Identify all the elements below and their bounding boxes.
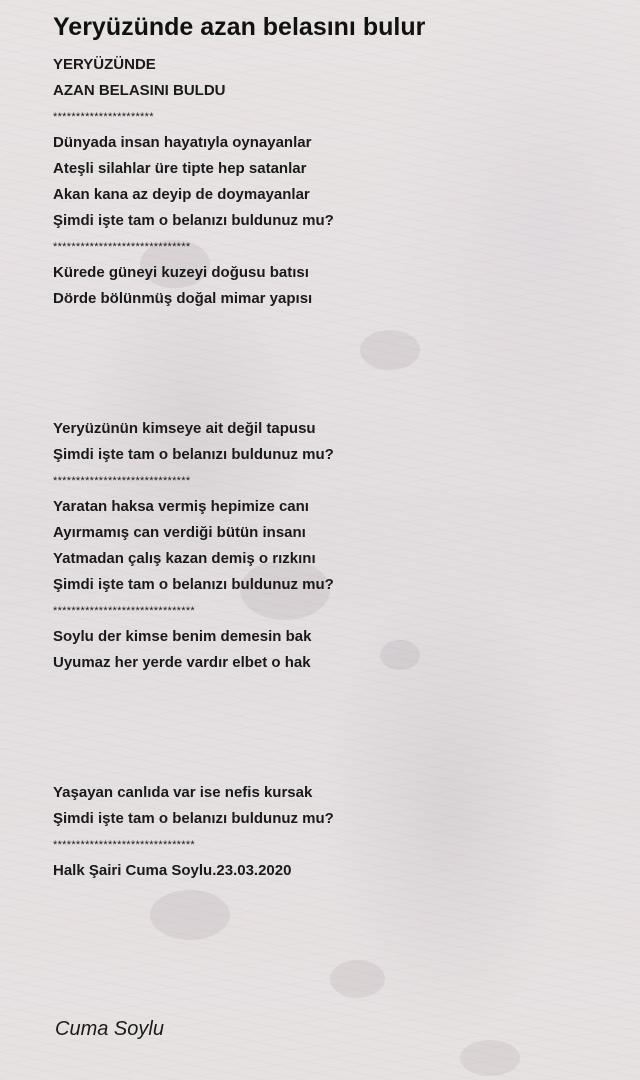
poem-line: Yaratan haksa vermiş hepimize canı (53, 498, 309, 515)
blank-line (53, 702, 613, 728)
blank-line (53, 754, 613, 780)
poem-line: Dünyada insan hayatıyla oynayanlar (53, 134, 312, 151)
poem-line: AZAN BELASINI BULDU (53, 82, 226, 99)
blank-line (53, 312, 613, 338)
poem-line: Ateşli silahlar üre tipte hep satanlar (53, 160, 307, 177)
poem-line: Ayırmamış can verdiği bütün insanı (53, 524, 306, 541)
poem-line: Yaşayan canlıda var ise nefis kursak (53, 784, 313, 801)
poem-line: Şimdi işte tam o belanızı buldunuz mu? (53, 212, 334, 229)
poem-line: Yatmadan çalış kazan demiş o rızkını (53, 550, 316, 567)
poem-line: Halk Şairi Cuma Soylu.23.03.2020 (53, 862, 292, 879)
stanza-separator: ******************************* (53, 839, 196, 851)
ink-blot (460, 1040, 520, 1076)
blank-line (53, 338, 613, 364)
author-signature: Cuma Soylu (55, 1018, 164, 1040)
poem-title: Yeryüzünde azan belasını bulur (53, 13, 426, 41)
ink-blot (330, 960, 385, 998)
poem-line: Uyumaz her yerde vardır elbet o hak (53, 654, 311, 671)
stanza-separator: ****************************** (53, 475, 191, 487)
blank-line (53, 390, 613, 416)
poem-line: Akan kana az deyip de doymayanlar (53, 186, 310, 203)
poem-body (53, 52, 613, 884)
stanza-separator: ********************** (53, 111, 154, 123)
blank-line (53, 728, 613, 754)
stanza-separator: ****************************** (53, 241, 191, 253)
poem-line: Şimdi işte tam o belanızı buldunuz mu? (53, 810, 334, 827)
stanza-separator: ******************************* (53, 605, 196, 617)
blank-line (53, 364, 613, 390)
poem-line: Soylu der kimse benim demesin bak (53, 628, 312, 645)
poem-line: Kürede güneyi kuzeyi doğusu batısı (53, 264, 309, 281)
ink-blot (150, 890, 230, 940)
poem-line: Dörde bölünmüş doğal mimar yapısı (53, 290, 313, 307)
blank-line (53, 676, 613, 702)
poem-line: Yeryüzünün kimseye ait değil tapusu (53, 420, 316, 437)
poem-line: Şimdi işte tam o belanızı buldunuz mu? (53, 576, 334, 593)
poem-line: Şimdi işte tam o belanızı buldunuz mu? (53, 446, 334, 463)
poem-line: YERYÜZÜNDE (53, 56, 156, 73)
